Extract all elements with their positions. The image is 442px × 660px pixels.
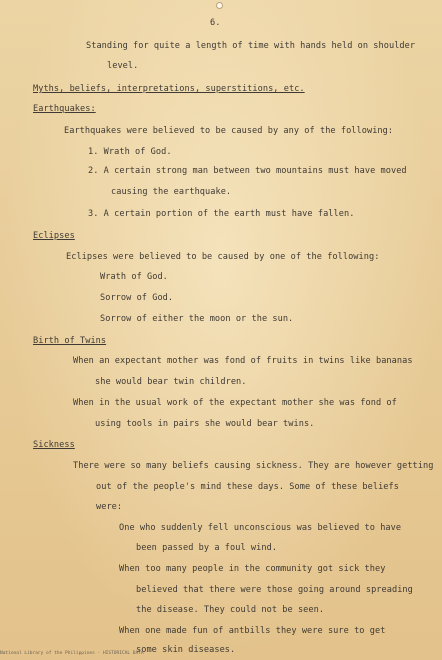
text-line: When in the usual work of the expectant mother she was fond of [73, 398, 397, 408]
page-number: 6. [210, 18, 221, 28]
text-line: There were so many beliefs causing sickness. They are however getting [73, 461, 434, 471]
section-heading-birth-of-twins: Birth of Twins [33, 336, 107, 346]
text-line: believed that there were those going around spreading [136, 585, 413, 595]
text-line: level. [107, 61, 139, 71]
archive-footer: National Library of the Philippines · HISTORICAL DATA [0, 651, 144, 656]
text-line: she would bear twin children. [95, 377, 247, 387]
list-item: 2. A certain strong man between two mountains must have moved [88, 166, 407, 176]
section-heading-eclipses: Eclipses [33, 231, 75, 241]
text-line: When an expectant mother was fond of fruits in twins like bananas [73, 356, 413, 366]
list-item: Wrath of God. [100, 272, 168, 282]
text-line: Standing for quite a length of time with hands held on shoulder [86, 41, 416, 51]
text-line: Earthquakes were believed to be caused by any of the following: [64, 126, 394, 136]
binding-hole-icon [216, 2, 223, 9]
section-heading-sickness: Sickness [33, 440, 75, 450]
text-line: out of the people's mind these days. Some of these beliefs [96, 482, 399, 492]
text-line: some skin diseases. [136, 645, 236, 655]
text-line: One who suddenly fell unconscious was believed to have [119, 523, 402, 533]
list-item: causing the earthquake. [111, 187, 232, 197]
text-line: When too many people in the community got sick they [119, 564, 386, 574]
list-item: Sorrow of God. [100, 293, 174, 303]
section-heading-myths: Myths, beliefs, interpretations, superstitions, etc. [33, 84, 305, 94]
text-line: When one made fun of antbills they were sure to get [119, 626, 386, 636]
text-line: Eclipses were believed to be caused by one of the following: [66, 252, 380, 262]
list-item: Sorrow of either the moon or the sun. [100, 314, 294, 324]
section-heading-earthquakes: Earthquakes: [33, 104, 96, 114]
text-line: were: [96, 502, 123, 512]
text-line: the disease. They could not be seen. [136, 605, 325, 615]
list-item: 1. Wrath of God. [88, 147, 172, 157]
text-line: using tools in pairs she would bear twins. [95, 419, 315, 429]
list-item: 3. A certain portion of the earth must have fallen. [88, 209, 355, 219]
text-line: been passed by a foul wind. [136, 543, 278, 553]
